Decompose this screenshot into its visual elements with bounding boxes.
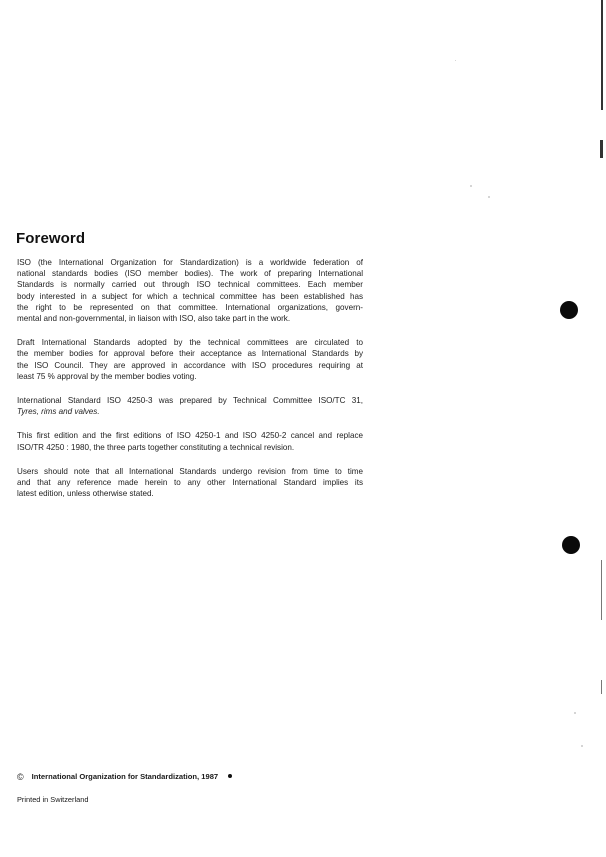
text-line-committee-title: Tyres, rims and valves.	[17, 407, 100, 417]
text-line: the ISO Council. They are approved in accordance with ISO procedures requiring at	[17, 360, 363, 370]
punch-hole-icon	[560, 301, 578, 319]
paragraph-draft-standards	[17, 337, 363, 382]
text-line: ISO/TR 4250 : 1980, the three parts together constituting a technical revision.	[17, 442, 295, 452]
text-line: body interested in a subject for which a technical committee has been established has	[17, 291, 363, 301]
scan-edge-mark	[600, 140, 603, 158]
copyright-text: International Organization for Standardization, 1987	[31, 772, 219, 781]
scan-speck	[455, 60, 456, 61]
paragraph-revision-note	[17, 466, 363, 500]
text-line: This first edition and the first editions of ISO 4250-1 and ISO 4250-2 cancel and replace	[17, 431, 363, 441]
text-line: International Standard ISO 4250-3 was prepared by Technical Committee ISO/TC 31,	[17, 396, 363, 406]
scan-edge-mark	[601, 680, 602, 694]
paragraph-edition	[17, 430, 363, 452]
text-line: latest edition, unless otherwise stated.	[17, 489, 154, 499]
scan-edge-mark	[601, 0, 603, 110]
page-title: Foreword	[16, 230, 86, 247]
text-line: the member bodies for approval before their acceptance as International Standards by	[17, 349, 363, 359]
printed-in-note: Printed in Switzerland	[17, 795, 89, 804]
text-line: national standards bodies (ISO member bodies). The work of preparing International	[17, 269, 363, 279]
scan-speck	[581, 745, 583, 747]
punch-hole-icon	[562, 536, 580, 554]
text-line: Draft International Standards adopted by the technical committees are circulated to	[17, 338, 363, 348]
copyright-notice	[17, 772, 232, 782]
scan-speck	[470, 185, 472, 187]
text-line: the right to be represented on that committee. International organizations, govern-	[17, 302, 363, 312]
paragraph-prepared-by	[17, 395, 363, 417]
foreword-body	[17, 257, 363, 511]
scan-speck	[574, 712, 576, 714]
scan-speck	[488, 196, 490, 198]
text-line: Standards is normally carried out through ISO technical committees. Each member	[17, 280, 363, 290]
copyright-symbol: ©	[17, 772, 24, 782]
text-line: least 75 % approval by the member bodies voting.	[17, 371, 197, 381]
paragraph-iso-intro	[17, 257, 363, 324]
text-line: mental and non-governmental, in liaison with ISO, also take part in the work.	[17, 314, 291, 324]
scan-edge-mark	[601, 560, 602, 620]
text-line: and that any reference made herein to any other International Standard implies its	[17, 478, 363, 488]
text-line: Users should note that all International Standards undergo revision from time to time	[17, 466, 363, 476]
text-line: ISO (the International Organization for Standardization) is a worldwide federation of	[17, 258, 363, 267]
bullet-icon	[228, 774, 232, 778]
